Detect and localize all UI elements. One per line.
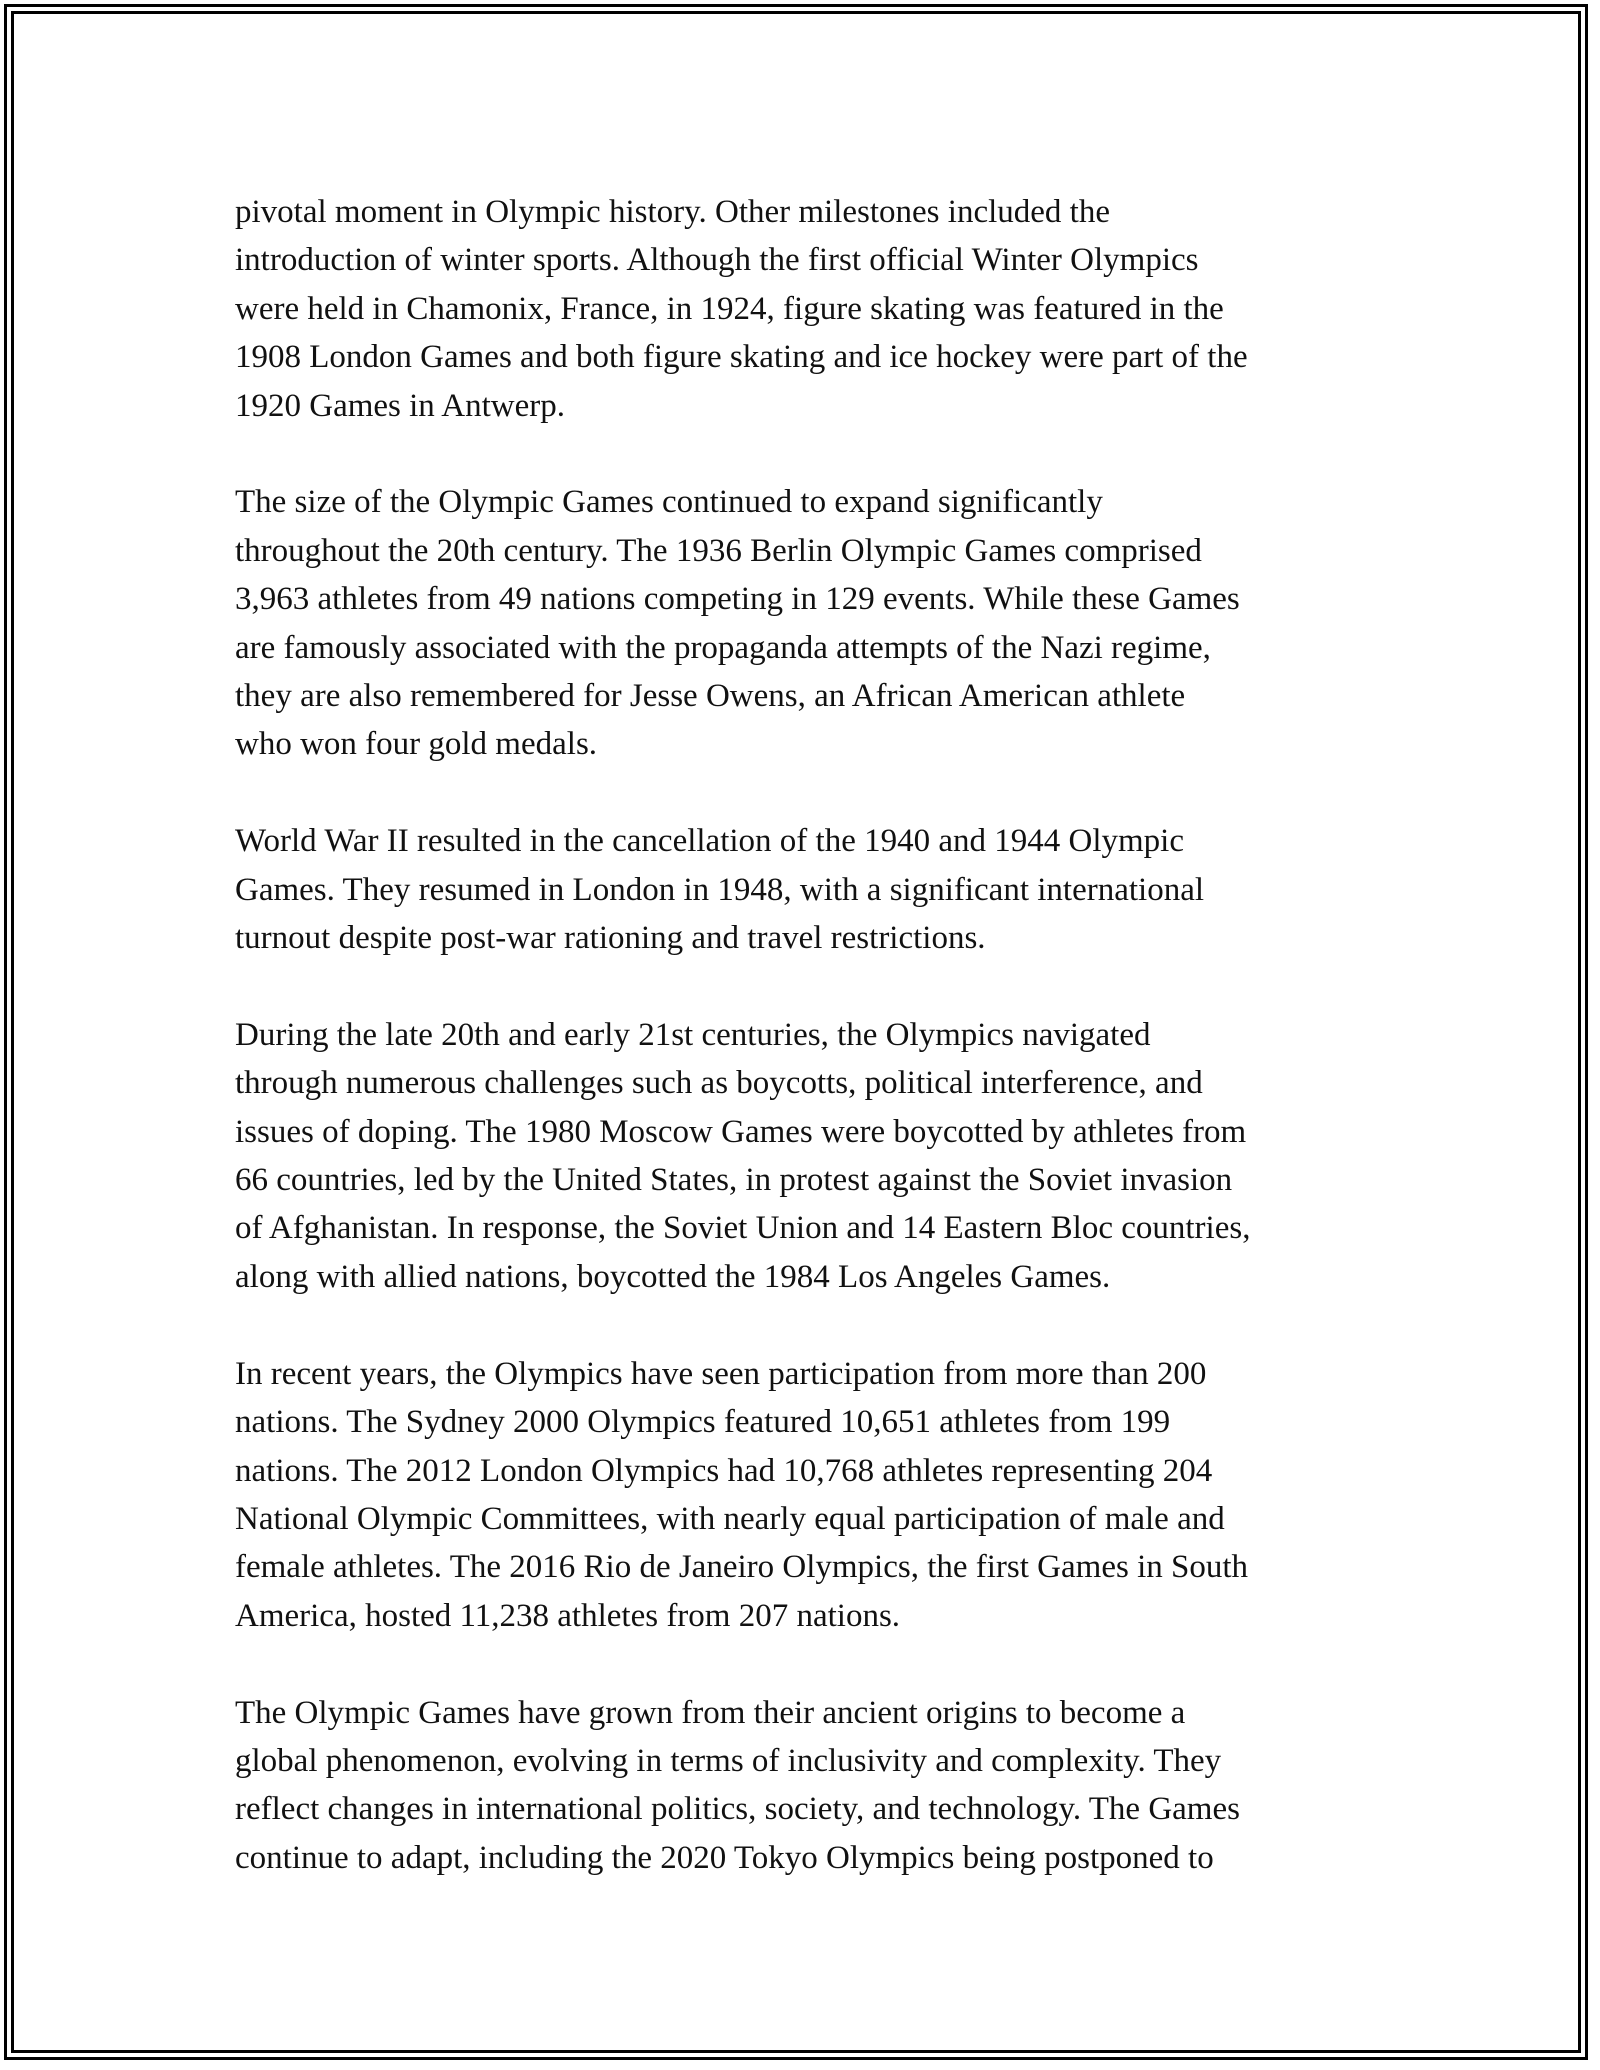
text-line: The Olympic Games have grown from their ancient origins to become a	[235, 1694, 1186, 1731]
paragraph-boycotts	[235, 1011, 1375, 1301]
text-line: were held in Chamonix, France, in 1924, figure skating was featured in the	[235, 290, 1224, 327]
document-body	[235, 188, 1375, 1931]
paragraph-games-expansion	[235, 478, 1375, 768]
text-line: they are also remembered for Jesse Owens, an African American athlete	[235, 678, 1186, 715]
text-line: The size of the Olympic Games continued to expand significantly	[235, 484, 1103, 521]
text-line: pivotal moment in Olympic history. Other milestones included the	[235, 194, 1110, 230]
text-line: America, hosted 11,238 athletes from 207 nations.	[235, 1597, 901, 1634]
text-line: of Afghanistan. In response, the Soviet Union and 14 Eastern Bloc countries,	[235, 1210, 1251, 1247]
text-line: continue to adapt, including the 2020 Tokyo Olympics being postponed to	[235, 1839, 1214, 1876]
text-line: National Olympic Committees, with nearly equal participation of male and	[235, 1500, 1225, 1537]
text-line: 1908 London Games and both figure skating and ice hockey were part of the	[235, 339, 1248, 376]
text-line: Games. They resumed in London in 1948, with a significant international	[235, 871, 1205, 908]
paragraph-recent-years	[235, 1350, 1375, 1640]
text-line: global phenomenon, evolving in terms of inclusivity and complexity. They	[235, 1742, 1222, 1779]
paragraph-winter-sports	[235, 188, 1375, 430]
text-line: 3,963 athletes from 49 nations competing in 129 events. While these Games	[235, 581, 1240, 618]
text-line: who won four gold medals.	[235, 726, 598, 763]
text-line: reflect changes in international politics, society, and technology. The Games	[235, 1791, 1240, 1828]
text-line: World War II resulted in the cancellation of the 1940 and 1944 Olympic	[235, 823, 1184, 860]
paragraph-world-war-ii	[235, 817, 1375, 962]
text-line: along with allied nations, boycotted the 1984 Los Angeles Games.	[235, 1258, 1111, 1295]
text-line: During the late 20th and early 21st centuries, the Olympics navigated	[235, 1016, 1151, 1053]
text-line: are famously associated with the propaganda attempts of the Nazi regime,	[235, 629, 1211, 666]
text-line: female athletes. The 2016 Rio de Janeiro Olympics, the first Games in South	[235, 1549, 1249, 1586]
text-line: nations. The Sydney 2000 Olympics featured 10,651 athletes from 199	[235, 1404, 1171, 1441]
text-line: 1920 Games in Antwerp.	[235, 387, 565, 424]
text-line: introduction of winter sports. Although the first official Winter Olympics	[235, 242, 1199, 279]
text-line: turnout despite post-war rationing and travel restrictions.	[235, 920, 986, 957]
text-line: 66 countries, led by the United States, in protest against the Soviet invasion	[235, 1162, 1233, 1199]
text-line: issues of doping. The 1980 Moscow Games were boycotted by athletes from	[235, 1113, 1247, 1150]
text-line: through numerous challenges such as boycotts, political interference, and	[235, 1065, 1203, 1102]
text-line: In recent years, the Olympics have seen participation from more than 200	[235, 1355, 1207, 1392]
text-line: throughout the 20th century. The 1936 Berlin Olympic Games comprised	[235, 532, 1202, 569]
text-line: nations. The 2012 London Olympics had 10,768 athletes representing 204	[235, 1452, 1213, 1489]
paragraph-conclusion	[235, 1689, 1375, 1883]
